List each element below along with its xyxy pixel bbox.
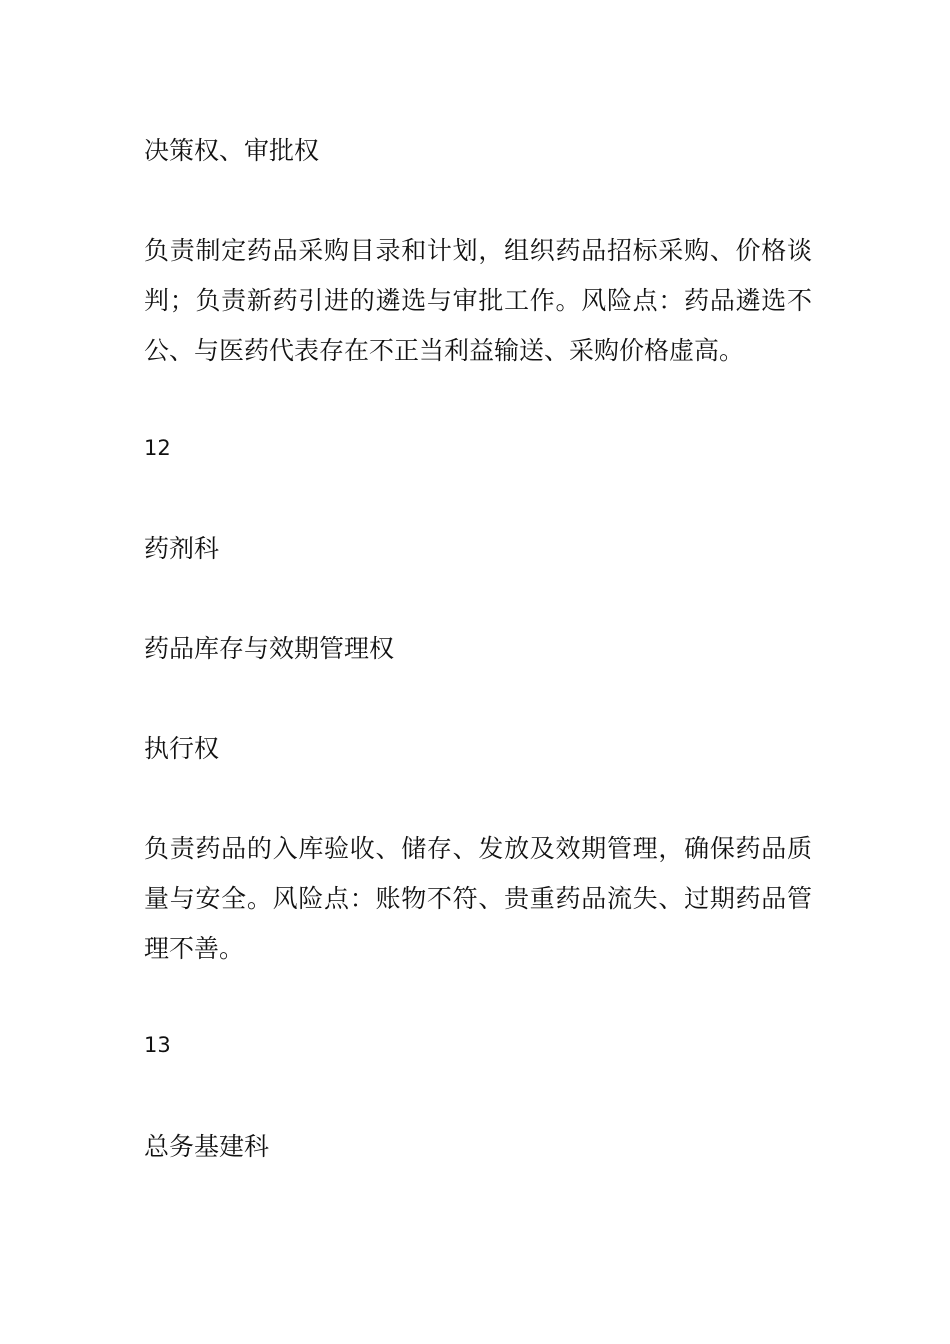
authority-type-text: 决策权、审批权 (144, 136, 320, 165)
department-name: 药剂科 (144, 534, 220, 563)
department-name: 总务基建科 (144, 1132, 270, 1161)
description-paragraph: 负责制定药品采购目录和计划，组织药品招标采购、价格谈判；负责新药引进的遴选与审批工作。风险点：药品遴选不公、与医药代表存在不正当利益输送、采购价格虚高。 (144, 236, 812, 365)
item-number: 12 (144, 436, 171, 460)
description-paragraph: 负责药品的入库验收、储存、发放及效期管理，确保药品质量与安全。风险点：账物不符、贵重药品流失、过期药品管理不善。 (144, 834, 812, 963)
authority-type-text: 执行权 (144, 734, 220, 763)
authority-name: 药品库存与效期管理权 (144, 634, 395, 663)
item-number: 13 (144, 1033, 171, 1057)
